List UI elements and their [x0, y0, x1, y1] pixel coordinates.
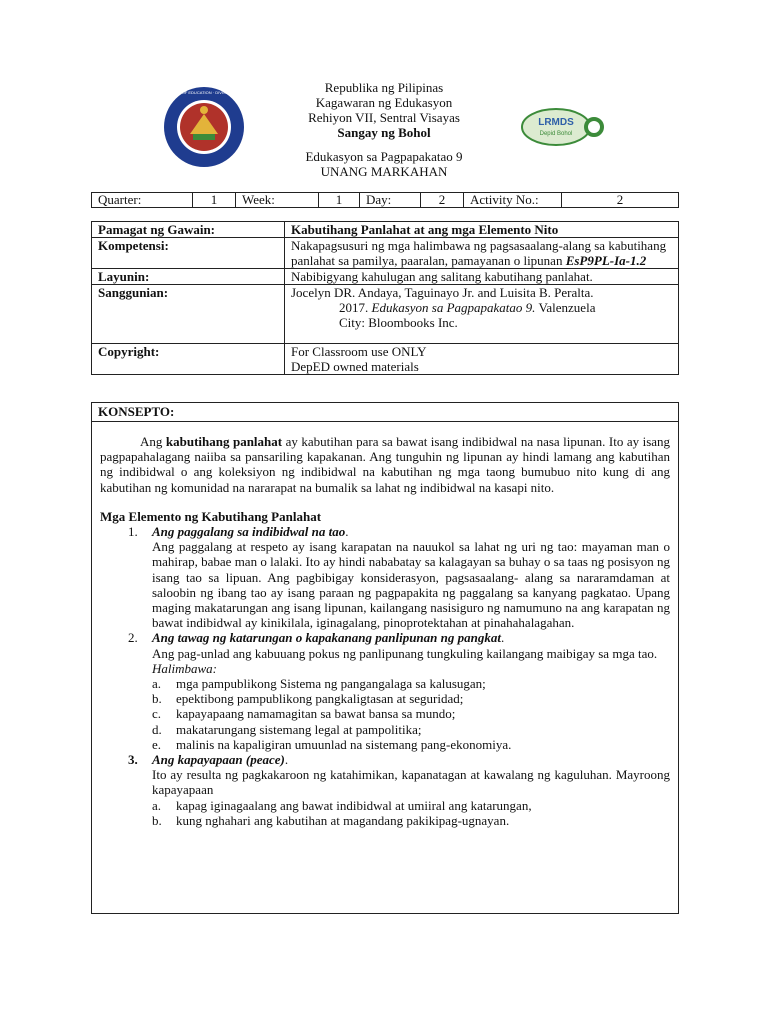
item3-title: Ang kapayapaan (peace)	[152, 752, 285, 768]
header-department: Kagawaran ng Edukasyon	[315, 95, 453, 110]
activity-info-table	[91, 221, 679, 375]
reference-label: Sanggunian:	[92, 285, 285, 344]
day-value: 2	[421, 193, 464, 208]
copyright-line2: DepED owned materials	[291, 359, 419, 374]
element-item-1: 1. Ang paggalang sa indibidwal na tao . Ang paggalang at respeto ay isang karapatan na nauukol sa lahat ng uri ng tao: mayaman man o mahirap, babae man o lalaki. Ito ay hindi nababatay sa kalagayan sa buhay o sa taas ng posisyon ng isang tao sa lipuan. Ang pagbibigay konsiderasyon, pagsasaalang- alang sa nararamdaman at saloobin ng ibang tao ay isang paraan ng pagpapakita ng paggalang sa kanyang pagkatao. Upang maging makatarungan ang isang lipunan, kailangang nasisiguro ng namumuno na ang karapatan ng bawat indibidwal ay kinikilala, iginagalang, pinoprotektahan at pinahahalagahan.	[128, 524, 670, 631]
objective-value: Nabibigyang kahulugan ang salitang kabutihang panlahat.	[285, 269, 679, 285]
item2-number: 2.	[128, 630, 138, 646]
quarter-label: Quarter:	[92, 193, 193, 208]
item2-example-label: Halimbawa:	[152, 660, 217, 676]
day-label: Day:	[360, 193, 421, 208]
element-item-3: 3. Ang kapayapaan (peace) . Ito ay resulta ng pagkakaroon ng katahimikan, kapanatagan at kawalang ng kaguluhan. Mayroong kapayapaan a. kapag iginagaalang ang bawat indibidwal at umiiral ang katarungan, b. kung nghahari ang kabutihan at magandang pakikipag-ugnayan.	[128, 752, 670, 828]
elements-title: Mga Elemento ng Kabutihang Panlahat	[100, 508, 322, 524]
intro-bold: kabutihang panlahat	[165, 434, 283, 449]
header-quarter-name: UNANG MARKAHAN	[320, 164, 448, 179]
header-republic: Republika ng Pilipinas	[324, 80, 444, 95]
logo-right-title: LRMDS	[538, 117, 574, 128]
intro-rest: ay kabutihan para sa bawat isang indibidwal na nasa lipunan. Ito ay isang pagpapahalagang naiiba sa pansariling kapakanan. Ang tunguhin ng lipunan ay hindi lamang ang kabutihan ng indibidwal o ang koleksiyon ng indibidwal na kabutihan ng mga taong bumubuo nito kung di ang kabutihan ng komunidad na nararapat na bumalik sa lahat ng indibidwal na kasapi nito.	[100, 434, 671, 495]
list-item: b. kung nghahari ang kabutihan at magandang pakikipag-ugnayan.	[152, 812, 510, 828]
concept-intro	[100, 434, 670, 495]
header-region: Rehiyon VII, Sentral Visayas	[308, 110, 460, 125]
reference-publisher: City: Bloombooks Inc.	[339, 315, 458, 330]
competency-label: Kompetensi:	[92, 238, 285, 269]
competency-code: EsP9PL-Ia-1.2	[565, 253, 647, 268]
item2-title: Ang tawag ng katarungan o kapakanang panlipunan ng pangkat	[152, 630, 501, 646]
logo-right-subtitle: Depid Bohol	[539, 131, 573, 137]
objective-label: Layunin:	[92, 269, 285, 285]
list-item: c. kapayapaang namamagitan sa bawat bansa sa mundo;	[152, 706, 456, 722]
reference-line2	[291, 300, 672, 315]
item2-list	[128, 676, 670, 752]
copyright-cell	[285, 344, 679, 375]
reference-year: 2017.	[339, 300, 369, 315]
reference-book: Edukasyon sa Pagpapakatao 9.	[371, 300, 536, 315]
logo-left-ring-text: DEPARTMENT OF EDUCATION · DIVISION OF BOHOL	[153, 90, 255, 95]
reference-city: Valenzuela	[538, 300, 596, 315]
concept-box	[91, 402, 679, 914]
week-label: Week:	[236, 193, 319, 208]
document-header	[0, 80, 768, 179]
list-item: a. kapag iginagaalang ang bawat indibidwal at umiiral ang katarungan,	[152, 797, 532, 813]
header-division: Sangay ng Bohol	[337, 125, 431, 140]
intro-pre: Ang	[140, 434, 163, 449]
list-item: d. makatarungang sistemang legal at pampolitika;	[152, 721, 422, 737]
activity-label: Activity No.:	[464, 193, 562, 208]
item3-number: 3.	[128, 752, 138, 768]
competency-value: Nakapagsusuri ng mga halimbawa ng pagsasaalang-alang sa kabutihang panlahat sa pamilya, paaralan, pamayanan o lipunan	[291, 238, 667, 268]
activity-value: 2	[562, 193, 679, 208]
list-item: a. mga pampublikong Sistema ng pangangalaga sa kalusugan;	[152, 676, 486, 692]
copyright-line1: For Classroom use ONLY	[291, 344, 427, 359]
title-value: Kabutihang Panlahat at ang mga Elemento Nito	[285, 222, 679, 238]
list-item: e. malinis na kapaligiran umuunlad na sistemang pang-ekonomiya.	[152, 736, 512, 752]
title-label: Pamagat ng Gawain:	[92, 222, 285, 238]
copyright-label: Copyright:	[92, 344, 285, 375]
quarter-value: 1	[193, 193, 236, 208]
element-item-2: 2. Ang tawag ng katarungan o kapakanang panlipunan ng pangkat . Ang pag-unlad ang kabuuang pokus ng panlipunang tungkuling kailangang maibigay sa mga tao. Halimbawa: a. mga pampublikong Sistema ng pangangalaga sa kalusugan; b. epektibong pampublikong pangkaligtasan at seguridad; c. kapayapaang namamagitan sa bawat bansa sa mundo; d. makatarungang sistemang legal at pampolitika; e. malinis na kapaligiran umuunlad na sistemang pang-ekonomiya.	[128, 630, 670, 752]
reference-authors: Jocelyn DR. Andaya, Taguinayo Jr. and Luisita B. Peralta.	[291, 285, 594, 300]
week-value: 1	[319, 193, 360, 208]
competency-cell	[285, 238, 679, 269]
item2-text: Ang pag-unlad ang kabuuang pokus ng panlipunang tungkuling kailangang maibigay sa mga tao.	[152, 645, 658, 661]
header-subject: Edukasyon sa Pagpapakatao 9	[305, 149, 463, 164]
item3-text: Ito ay resulta ng pagkakaroon ng katahimikan, kapanatagan at kawalang ng kaguluhan. Mayroong kapayapaan	[152, 767, 670, 798]
quarter-info-table	[91, 192, 679, 208]
concept-title: KONSEPTO:	[92, 403, 678, 422]
item1-number: 1.	[128, 524, 138, 540]
list-item: b. epektibong pampublikong pangkaligtasan at seguridad;	[152, 691, 464, 707]
item1-text: Ang paggalang at respeto ay isang karapatan na nauukol sa lahat ng uri ng tao: mayaman man o mahirap, babae man o lalaki. Ito ay hindi nababatay sa kalagayan sa buhay o sa taas ng posisyon ng isang tao sa lipuan. Ang pagbibigay konsiderasyon, pagsasaalang- alang sa nararamdaman at saloobin ng ibang tao ay isang paraan ng pagpapakita ng paggalang sa kanyang pagkatao. Upang maging makatarungan ang isang lipunan, kailangang nasisiguro ng namumuno na ang karapatan ng bawat indibidwal ay kinikilala, iginagalang, pinoprotektahan at pinahahalagahan.	[152, 539, 670, 631]
item3-list	[128, 798, 670, 828]
reference-cell	[285, 285, 679, 344]
concept-body	[92, 422, 678, 828]
item1-title: Ang paggalang sa indibidwal na tao	[152, 524, 346, 540]
